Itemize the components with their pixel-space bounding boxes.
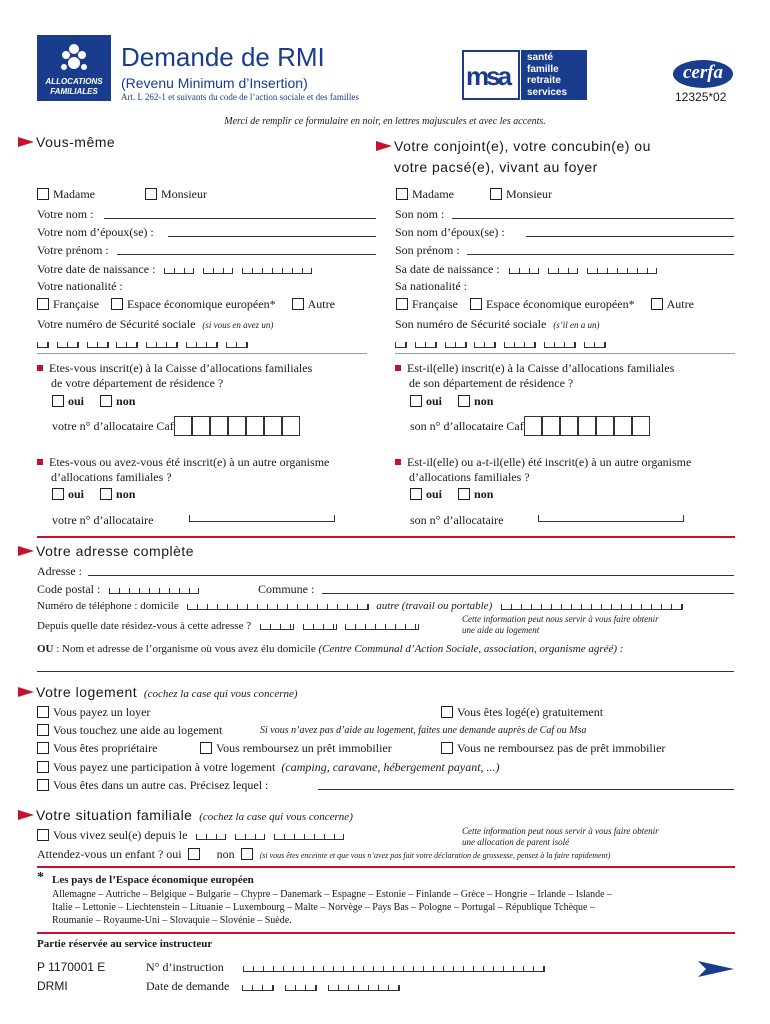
situation-note: (cochez la case qui vous concerne): [199, 811, 353, 823]
conjoint-allocataire-caf-boxes[interactable]: [524, 419, 650, 433]
aide-note: Si vous n’avez pas d’aide au logement, faites une demande auprès de Caf ou Msa: [260, 725, 587, 736]
autre-cas-field[interactable]: [318, 789, 734, 790]
caf-logo-line2: FAMILIALES: [50, 87, 98, 96]
vous-nom-epoux-label: Votre nom d’époux(se) :: [37, 225, 154, 239]
telephone-autre-label: autre (travail ou portable): [376, 600, 493, 612]
conjoint-secu-note: (s’il en a un): [553, 320, 600, 330]
caf-logo: [37, 35, 111, 101]
date-demande-annee[interactable]: [328, 985, 400, 991]
conjoint-secu-label: Son numéro de Sécurité sociale: [395, 317, 547, 331]
adresse-label: Adresse :: [37, 564, 82, 578]
vous-allocataire-caf-boxes[interactable]: [174, 419, 300, 433]
conjoint-naissance-row: [395, 262, 657, 277]
vous-prenom-label: Votre prénom :: [37, 243, 109, 257]
adresse-info-note: Cette information peut nous servir à vous faire obtenir une aide au logement: [462, 614, 659, 635]
vous-autre-oui-non: oui non: [52, 487, 135, 502]
vous-eee-label: Espace économique européen*: [126, 297, 276, 311]
reserve-title: Partie réservée au service instructeur: [37, 938, 213, 950]
date-demande-mois[interactable]: [285, 985, 317, 991]
fill-instruction: Merci de remplir ce formulaire en noir, en lettres majuscules et avec les accents.: [224, 116, 546, 127]
loge-gratuit-checkbox[interactable]: [441, 706, 453, 718]
vous-caf-non-checkbox[interactable]: [100, 395, 112, 407]
monsieur-checkbox[interactable]: [145, 188, 157, 200]
vous-secu-label: Votre numéro de Sécurité sociale: [37, 317, 196, 331]
vous-autre-oui-checkbox[interactable]: [52, 488, 64, 500]
cerfa-logo-text: cerfa: [682, 62, 724, 83]
vous-autre-non-checkbox[interactable]: [100, 488, 112, 500]
msa-tagline: [521, 50, 587, 100]
conjoint-nom-label: Son nom :: [395, 207, 445, 221]
ne-rembourse-pas-checkbox[interactable]: [441, 742, 453, 754]
vous-allocataire-caf-label: votre n° d’allocataire Caf: [52, 419, 174, 433]
conjoint-nationalite-label: Sa nationalité :: [395, 279, 467, 293]
enfant-non-checkbox[interactable]: [241, 848, 253, 860]
code-postal-label: Code postal :: [37, 582, 101, 596]
conjoint-civilite: Madame Monsieur: [396, 187, 552, 202]
vous-naissance-jour[interactable]: [164, 268, 194, 274]
red-square-icon: [37, 365, 43, 371]
section-conjoint-title: Votre conjoint(e), votre concubin(e) ou votre pacsé(e), vivant au foyer: [376, 136, 651, 178]
red-arrow-icon: [18, 810, 34, 820]
conjoint-madame-checkbox[interactable]: [396, 188, 408, 200]
vous-nationalite-label: Votre nationalité :: [37, 279, 123, 293]
enfant-row: [37, 847, 610, 862]
conjoint-secu-field[interactable]: [395, 338, 606, 350]
logement-note: (cochez la case qui vous concerne): [143, 688, 298, 700]
date-demande-label: Date de demande: [146, 979, 230, 993]
page-title: Demande de RMI: [121, 42, 325, 72]
cerfa-number: 12325*02: [675, 90, 727, 104]
next-page-arrow-icon: [698, 959, 734, 979]
date-demande-row: [146, 979, 400, 994]
participation-checkbox[interactable]: [37, 761, 49, 773]
ou-label: OU: [37, 643, 54, 655]
instruction-label: N° d’instruction: [146, 960, 224, 974]
conjoint-prenom-field[interactable]: [467, 254, 734, 255]
vous-francaise-checkbox[interactable]: [37, 298, 49, 310]
conjoint-autre-organisme-question: Est-il(elle) ou a-t-il(elle) été inscrit(e) à un autre organisme d’allocations familiales ?: [395, 455, 691, 485]
loyer-checkbox[interactable]: [37, 706, 49, 718]
eee-title: Les pays de l’Espace économique européen: [52, 874, 254, 886]
conjoint-naissance-jour[interactable]: [509, 268, 539, 274]
telephone-domicile-field[interactable]: [187, 604, 369, 610]
vous-nationalite-options: [37, 297, 335, 312]
vous-prenom-field[interactable]: [117, 254, 376, 255]
red-arrow-icon: [18, 137, 34, 147]
organisme-row: [37, 643, 623, 655]
rembourse-pret-checkbox[interactable]: [200, 742, 212, 754]
telephone-row: [37, 600, 683, 612]
section-divider: [37, 536, 735, 538]
organisme-field[interactable]: [37, 671, 734, 672]
date-demande-jour[interactable]: [242, 985, 274, 991]
autre-cas-checkbox[interactable]: [37, 779, 49, 791]
logement-proprietaire: Vous êtes propriétaire: [37, 741, 157, 756]
conjoint-monsieur-checkbox[interactable]: [490, 188, 502, 200]
red-square-icon: [395, 459, 401, 465]
vous-secu-note: (si vous en avez un): [202, 320, 274, 330]
conjoint-caf-oui-non: oui non: [410, 394, 493, 409]
red-square-icon: [395, 365, 401, 371]
footer-code2: DRMI: [37, 979, 68, 993]
vous-autre-checkbox[interactable]: [292, 298, 304, 310]
vous-allocataire-field[interactable]: [189, 515, 335, 522]
logement-autre-cas: Vous êtes dans un autre cas. Précisez lequel :: [37, 778, 268, 793]
conjoint-autre-checkbox[interactable]: [651, 298, 663, 310]
vit-seul-mois[interactable]: [235, 834, 265, 840]
footer-code1: P 1170001 E: [37, 960, 106, 974]
logement-aide: Vous touchez une aide au logement: [37, 723, 222, 738]
section-logement-title: Votre logement (cochez la case qui vous concerne): [18, 684, 298, 700]
conjoint-nom-epoux-label: Son nom d’époux(se) :: [395, 225, 505, 239]
conjoint-autre-oui-non: oui non: [410, 487, 493, 502]
conjoint-caf-question: Est-il(elle) inscrit(e) à la Caisse d’allocations familiales de son département de résidence ?: [395, 361, 674, 391]
conjoint-naissance-mois[interactable]: [548, 268, 578, 274]
msa-line-sante: santé: [527, 52, 554, 63]
cerfa-logo: [673, 60, 733, 88]
conjoint-autre-non-checkbox[interactable]: [458, 488, 470, 500]
eee-line3: Roumanie – Royaume-Uni – Slovaquie – Slovénie – Suède.: [52, 915, 292, 926]
vous-civilite: [37, 187, 207, 202]
conjoint-allocataire-label: son n° d’allocataire: [410, 513, 504, 527]
vous-naissance-label: Votre date de naissance :: [37, 262, 156, 276]
vous-caf-oui-checkbox[interactable]: [52, 395, 64, 407]
commune-label: Commune :: [258, 582, 315, 596]
vous-autre-label: Autre: [307, 297, 335, 311]
depuis-row: [37, 620, 419, 632]
msa-line-retraite: retraite: [527, 75, 561, 86]
ou-note: (Centre Communal d’Action Sociale, association, organisme agréé) :: [318, 643, 624, 655]
red-arrow-icon: [18, 546, 34, 556]
red-arrow-icon: [18, 687, 34, 697]
eee-asterisk: *: [37, 870, 44, 885]
conjoint-naissance-annee[interactable]: [587, 268, 657, 274]
vous-secu-field[interactable]: [37, 338, 248, 350]
caf-logo-line1: ALLOCATIONS: [45, 77, 103, 86]
enfant-label: Attendez-vous un enfant ? oui: [37, 847, 182, 861]
logement-participation: Vous payez une participation à votre logement (camping, caravane, hébergement payant, ...): [37, 760, 500, 775]
vous-francaise-label: Française: [53, 297, 99, 311]
logement-gratuit: Vous êtes logé(e) gratuitement: [441, 705, 603, 720]
msa-line-services: services: [527, 86, 568, 98]
legal-reference: Art. L 262-1 et suivants du code de l’action sociale et des familles: [121, 92, 359, 102]
vous-allocataire-caf-row: [52, 416, 300, 436]
vous-autre-organisme-question: Etes-vous ou avez-vous été inscrit(e) à un autre organisme d’allocations familiales ?: [37, 455, 329, 485]
divider: [395, 353, 735, 354]
enfant-note: (si vous êtes enceinte et que vous n’avez pas fait votre déclaration de grossesse, pensez à la faire rapidement): [259, 851, 611, 860]
situation-info-note: Cette information peut nous servir à vous faire obtenir une allocation de parent isolé: [462, 826, 659, 847]
code-postal-field[interactable]: [109, 588, 199, 594]
vous-caf-oui-non: oui non: [52, 394, 135, 409]
vous-naissance-mois[interactable]: [203, 268, 233, 274]
red-arrow-icon: [376, 141, 392, 151]
vit-seul-checkbox[interactable]: [37, 829, 49, 841]
monsieur-label: Monsieur: [160, 187, 207, 201]
conjoint-allocataire-caf-label: son n° d’allocataire Caf: [410, 419, 524, 433]
section-adresse-title: Votre adresse complète: [18, 543, 194, 559]
proprietaire-checkbox[interactable]: [37, 742, 49, 754]
conjoint-caf-oui-checkbox[interactable]: [410, 395, 422, 407]
vous-naissance-annee[interactable]: [242, 268, 312, 274]
conjoint-nationalite-options: Française Espace économique européen* Autre: [396, 297, 694, 312]
conjoint-prenom-label: Son prénom :: [395, 243, 460, 257]
vous-nom-epoux-field[interactable]: [168, 236, 376, 237]
aide-logement-checkbox[interactable]: [37, 724, 49, 736]
depuis-mois[interactable]: [303, 624, 337, 630]
caf-emblem-icon: [37, 37, 111, 77]
depuis-jour[interactable]: [260, 624, 294, 630]
madame-label: Madame: [53, 187, 95, 201]
msa-line-famille: famille: [527, 63, 559, 75]
vous-eee-checkbox[interactable]: [111, 298, 123, 310]
conjoint-naissance-label: Sa date de naissance :: [395, 262, 500, 276]
vous-naissance-row: [37, 262, 312, 277]
telephone-label: Numéro de téléphone : domicile: [37, 600, 179, 612]
commune-field[interactable]: [322, 593, 734, 594]
section-divider: [37, 866, 735, 868]
conjoint-autre-oui-checkbox[interactable]: [410, 488, 422, 500]
vous-nom-label: Votre nom :: [37, 207, 94, 221]
vous-caf-question: Etes-vous inscrit(e) à la Caisse d’allocations familiales de votre département de résidence ?: [37, 361, 312, 391]
section-divider: [37, 932, 735, 934]
depuis-label: Depuis quelle date résidez-vous à cette adresse ?: [37, 620, 252, 632]
logement-rembourse: Vous remboursez un prêt immobilier: [200, 741, 392, 756]
conjoint-caf-non-checkbox[interactable]: [458, 395, 470, 407]
instruction-row: [146, 960, 545, 975]
page-subtitle: (Revenu Minimum d’Insertion): [121, 75, 308, 91]
eee-line2: Italie – Lettonie – Liechtenstein – Lituanie – Luxembourg – Malte – Norvège – Pays Bas – Pologne – Portugal – République Tchèque –: [52, 902, 595, 913]
vous-nom-field[interactable]: [104, 218, 376, 219]
madame-checkbox[interactable]: [37, 188, 49, 200]
logement-ne-rembourse: Vous ne remboursez pas de prêt immobilier: [441, 741, 665, 756]
enfant-oui-checkbox[interactable]: [188, 848, 200, 860]
msa-logo-mark: msa: [466, 61, 510, 91]
logement-loyer: Vous payez un loyer: [37, 705, 150, 720]
conjoint-secu-row: [395, 317, 600, 332]
conjoint-allocataire-caf-row: [410, 416, 650, 436]
instruction-field[interactable]: [243, 966, 545, 972]
divider: [37, 353, 367, 354]
vous-allocataire-label: votre n° d’allocataire: [52, 513, 154, 527]
conjoint-francaise-checkbox[interactable]: [396, 298, 408, 310]
section-vous-meme-title: Vous-même: [18, 134, 115, 150]
conjoint-eee-checkbox[interactable]: [470, 298, 482, 310]
msa-logo: [462, 50, 520, 100]
telephone-autre-field[interactable]: [501, 604, 683, 610]
adresse-field[interactable]: [88, 575, 734, 576]
conjoint-nom-epoux-field[interactable]: [526, 236, 734, 237]
enfant-non-label: non: [216, 847, 235, 861]
code-postal-row: [37, 582, 199, 597]
eee-countries: [52, 888, 612, 927]
conjoint-allocataire-field[interactable]: [538, 515, 684, 522]
eee-line1: Allemagne – Autriche – Belgique – Bulgarie – Chypre – Danemark – Espagne – Estonie – Finlande – Grèce – Hongrie – Irlande – Islande –: [52, 889, 613, 900]
ou-text: : Nom et adresse de l’organisme où vous avez élu domicile: [56, 643, 316, 655]
vit-seul-row: Vous vivez seul(e) depuis le: [37, 828, 344, 843]
vous-secu-row: [37, 317, 273, 332]
section-situation-title: Votre situation familiale (cochez la case qui vous concerne): [18, 807, 353, 823]
conjoint-nom-field[interactable]: [452, 218, 734, 219]
red-square-icon: [37, 459, 43, 465]
vit-seul-annee[interactable]: [274, 834, 344, 840]
vit-seul-jour[interactable]: [196, 834, 226, 840]
depuis-annee[interactable]: [345, 624, 419, 630]
